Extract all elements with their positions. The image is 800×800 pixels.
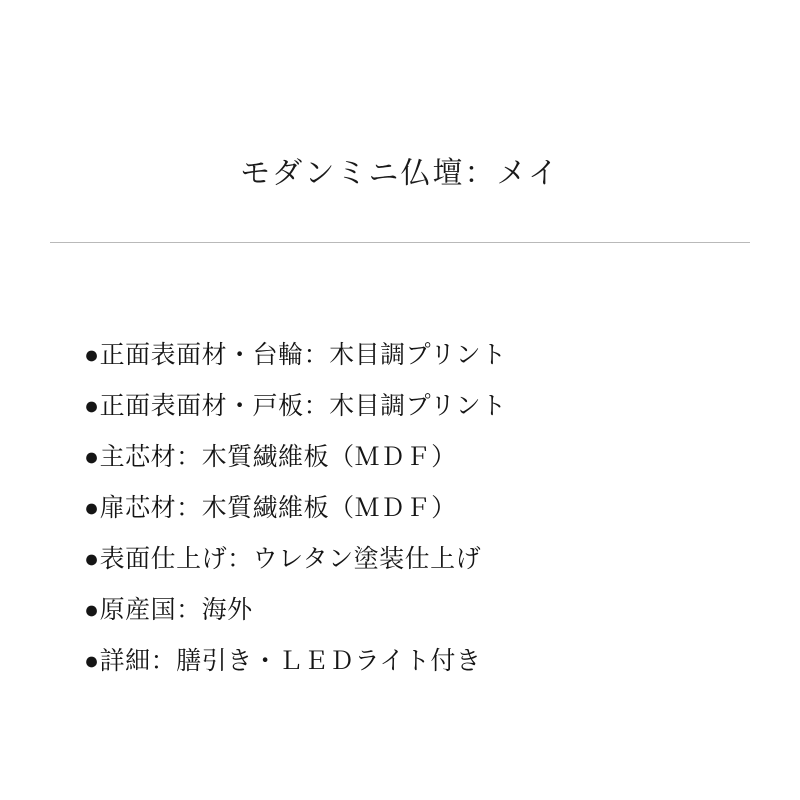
page-title: モダンミニ仏壇：メイ [240,157,560,190]
list-item: ●原産国：海外 [84,596,253,624]
list-item: ●扉芯材：木質繊維板（ＭＤＦ） [84,494,457,522]
list-item: ●表面仕上げ：ウレタン塗装仕上げ [84,545,482,573]
list-item: ●正面表面材・戸板：木目調プリント [84,392,507,420]
horizontal-divider [50,242,750,243]
list-item: ●詳細：膳引き・ＬＥＤライト付き [84,647,482,675]
specification-list [84,330,744,687]
list-item: ●主芯材：木質繊維板（ＭＤＦ） [84,443,457,471]
list-item: ●正面表面材・台輪：木目調プリント [84,341,507,369]
